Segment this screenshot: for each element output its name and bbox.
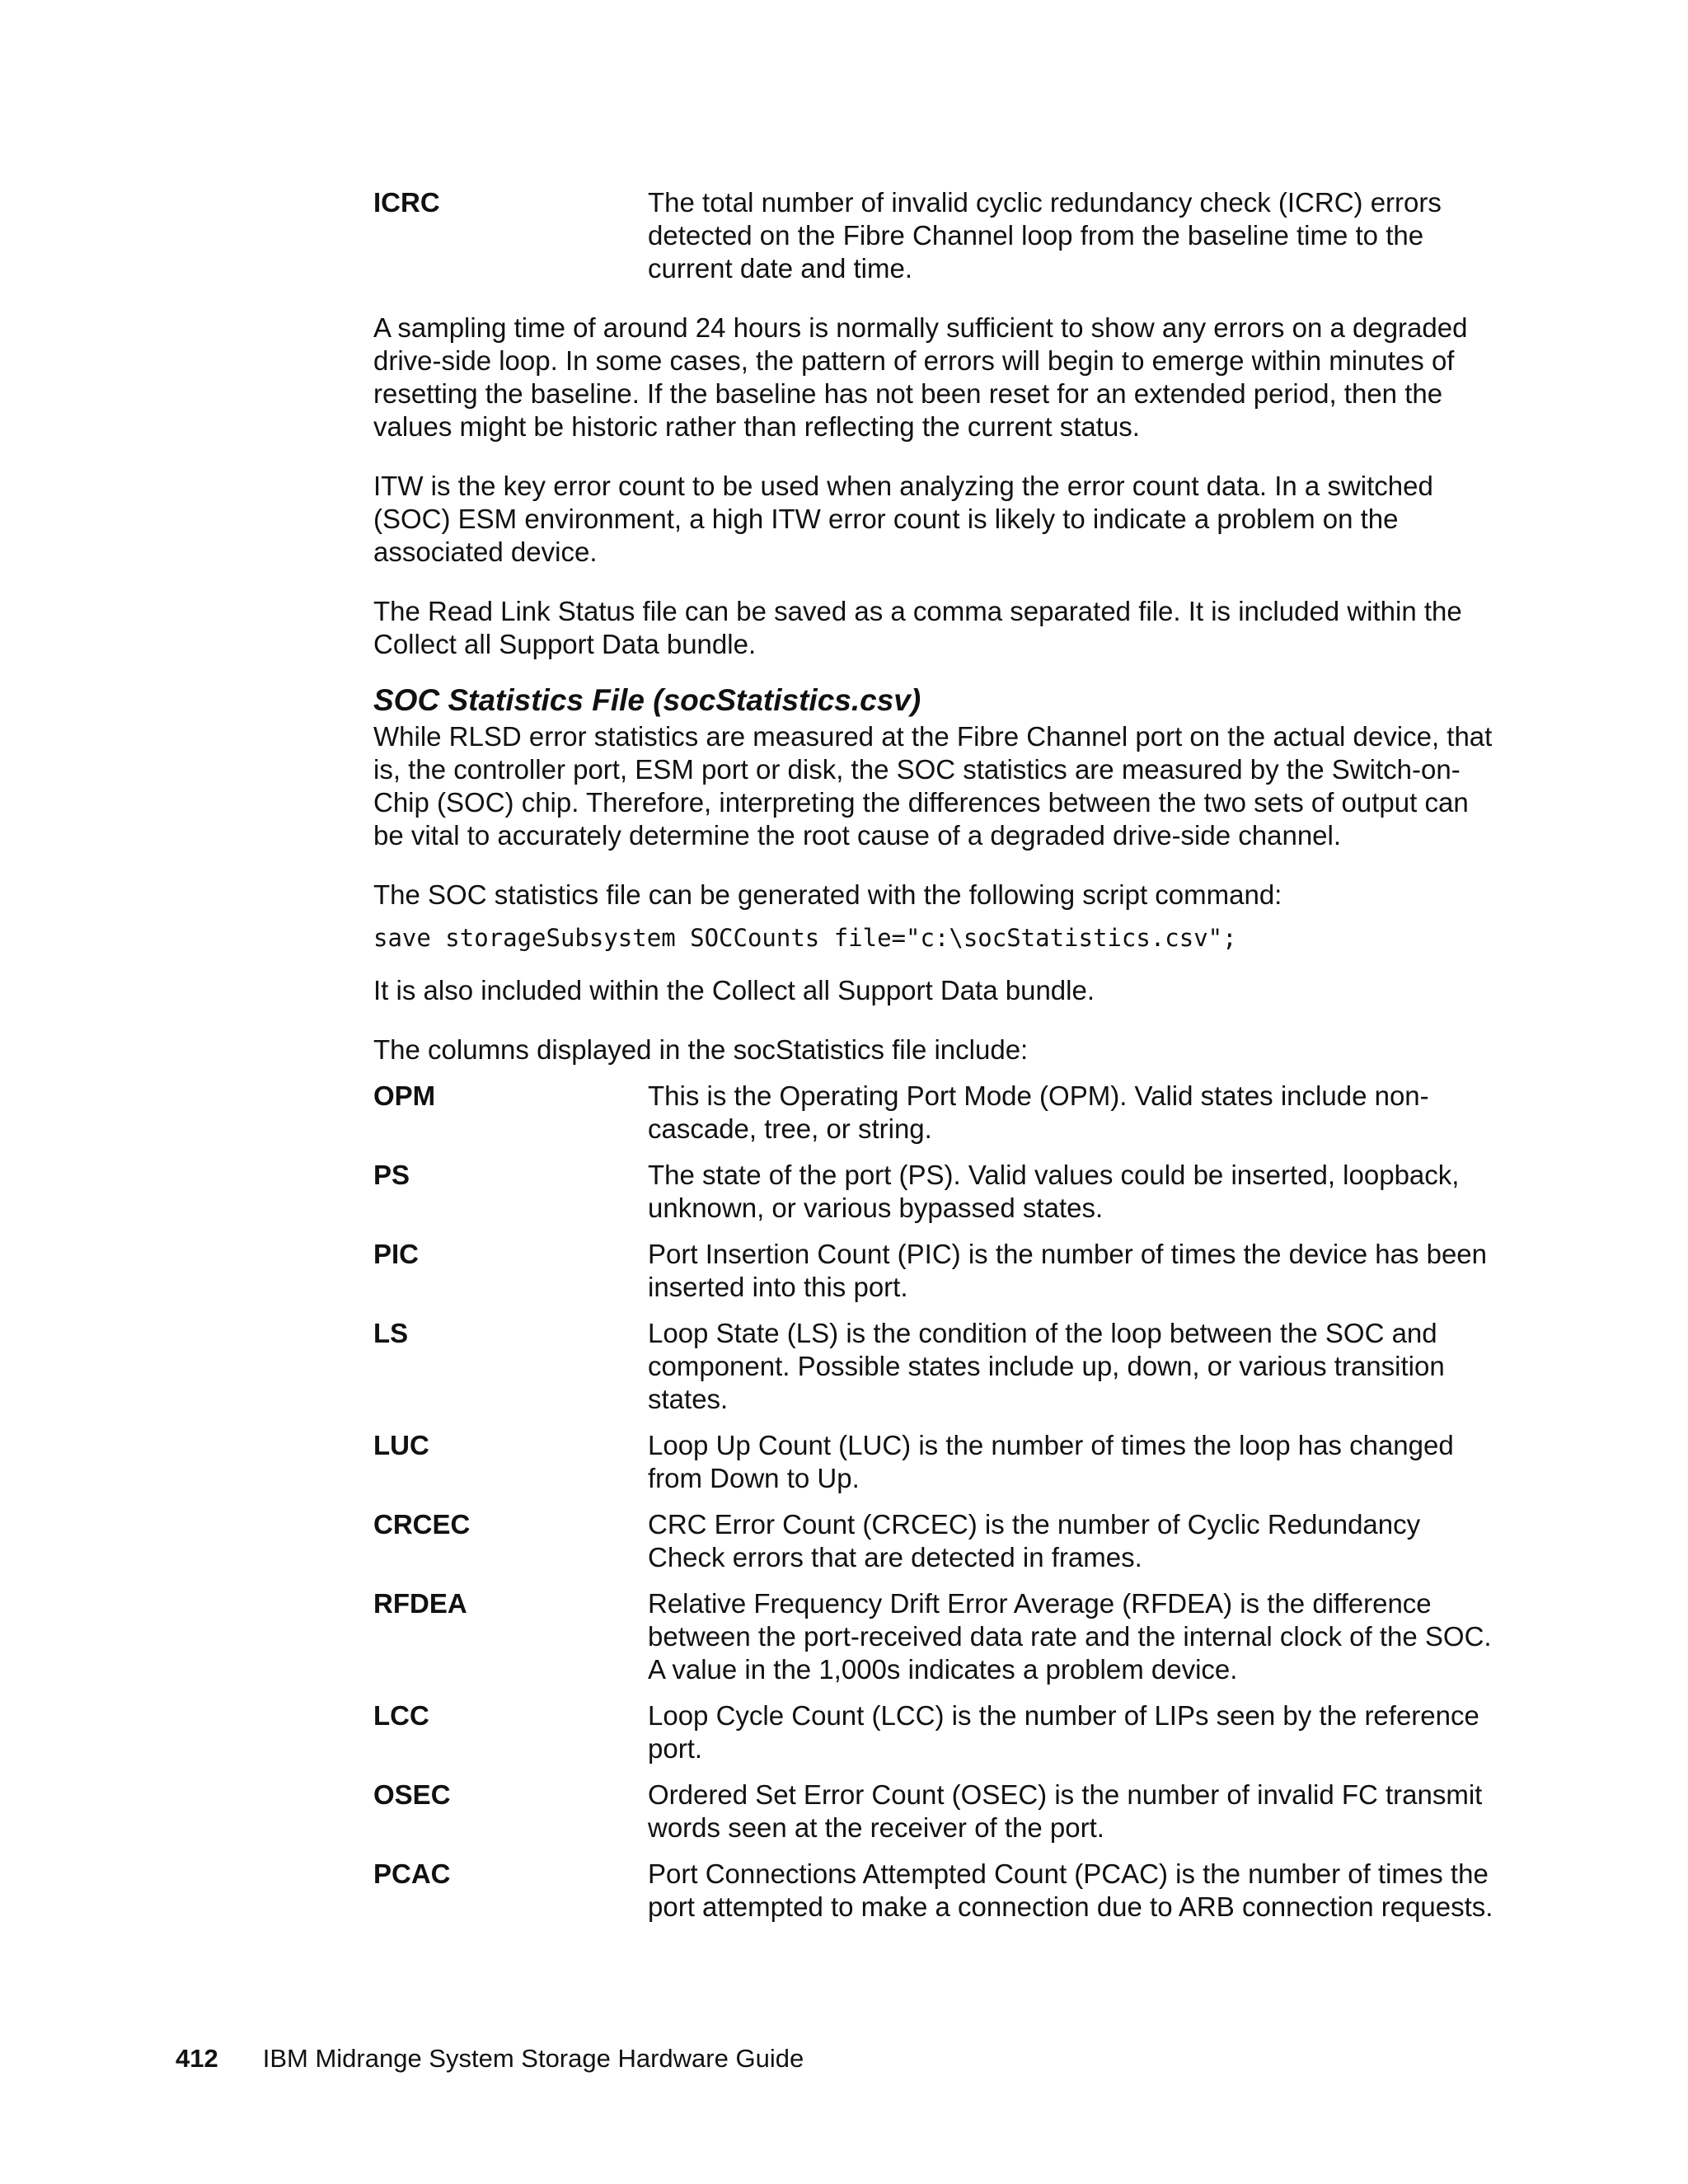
definition-row [373, 1317, 1494, 1416]
definition-description: CRC Error Count (CRCEC) is the number of Cyclic Redundancy Check errors that are detected in frames. [648, 1509, 1421, 1572]
section-heading: SOC Statistics File (socStatistics.csv) [373, 683, 921, 717]
definition-term: PIC [373, 1239, 420, 1269]
book-title: IBM Midrange System Storage Hardware Guide [262, 2044, 804, 2073]
read-link-paragraph: The Read Link Status file can be saved as a comma separated file. It is included within the Collect all Support Data bundle. [373, 596, 1462, 659]
definition-row [373, 1429, 1494, 1495]
definition-row [373, 1508, 1494, 1574]
sampling-paragraph: A sampling time of around 24 hours is normally sufficient to show any errors on a degraded drive-side loop. In some cases, the pattern of errors will begin to emerge within minutes of resetting the baseline. If the baseline has not been reset for an extended period, then the values might be historic rather than reflecting the current status. [373, 312, 1468, 442]
definition-description: Port Insertion Count (PIC) is the number of times the device has been inserted into this port. [648, 1239, 1488, 1302]
page-footer [176, 2042, 804, 2075]
definition-term: PS [373, 1160, 410, 1190]
columns-intro-paragraph: The columns displayed in the socStatistics file include: [373, 1034, 1029, 1065]
icrc-definition [373, 186, 1494, 285]
definition-description: Port Connections Attempted Count (PCAC) is the number of times the port attempted to make a connection due to ARB connection requests. [648, 1858, 1493, 1922]
definition-term: ICRC [373, 187, 440, 218]
definition-row [373, 1858, 1494, 1924]
definition-term: OSEC [373, 1779, 451, 1810]
definition-term: CRCEC [373, 1509, 471, 1540]
definition-row [373, 1159, 1494, 1225]
bundle-paragraph: It is also included within the Collect all Support Data bundle. [373, 975, 1095, 1005]
definition-term: LUC [373, 1430, 429, 1460]
definition-description: The total number of invalid cyclic redundancy check (ICRC) errors detected on the Fibre Channel loop from the baseline time to the current date and time. [648, 187, 1442, 284]
definition-term: OPM [373, 1080, 436, 1111]
script-command: save storageSubsystem SOCCounts file="c:\socStatistics.csv"; [373, 924, 1237, 952]
columns-definition-list [373, 1080, 1494, 1924]
definition-row [373, 1587, 1494, 1686]
itw-paragraph: ITW is the key error count to be used when analyzing the error count data. In a switched (SOC) ESM environment, a high ITW error count is likely to indicate a problem on the associated device. [373, 471, 1433, 567]
page-number: 412 [176, 2044, 218, 2073]
generate-paragraph: The SOC statistics file can be generated with the following script command: [373, 879, 1282, 910]
definition-description: The state of the port (PS). Valid values could be inserted, loopback, unknown, or various bypassed states. [648, 1160, 1460, 1223]
definition-description: Loop State (LS) is the condition of the loop between the SOC and component. Possible states include up, down, or various transition states. [648, 1318, 1445, 1414]
definition-row [373, 186, 1494, 285]
definition-row [373, 1080, 1494, 1146]
section-intro-paragraph: While RLSD error statistics are measured at the Fibre Channel port on the actual device, that is, the controller port, ESM port or disk, the SOC statistics are measured by the Switch-on-Chip (SOC) chip. Therefore, interpreting the differences between the two sets of output can be vital to accurately determine the root cause of a degraded drive-side channel. [373, 721, 1493, 851]
definition-term: PCAC [373, 1858, 451, 1889]
definition-term: LCC [373, 1700, 429, 1731]
definition-row [373, 1699, 1494, 1765]
page-content [373, 186, 1494, 1924]
definition-description: Loop Up Count (LUC) is the number of times the loop has changed from Down to Up. [648, 1430, 1454, 1493]
definition-row [373, 1238, 1494, 1304]
definition-description: Loop Cycle Count (LCC) is the number of LIPs seen by the reference port. [648, 1700, 1479, 1764]
definition-description: Ordered Set Error Count (OSEC) is the number of invalid FC transmit words seen at the receiver of the port. [648, 1779, 1483, 1843]
definition-description: Relative Frequency Drift Error Average (RFDEA) is the difference between the port-received data rate and the internal clock of the SOC. A value in the 1,000s indicates a problem device. [648, 1588, 1492, 1685]
definition-term: LS [373, 1318, 409, 1348]
definition-row [373, 1779, 1494, 1844]
definition-term: RFDEA [373, 1588, 467, 1619]
definition-description: This is the Operating Port Mode (OPM). Valid states include non-cascade, tree, or string. [648, 1080, 1429, 1144]
